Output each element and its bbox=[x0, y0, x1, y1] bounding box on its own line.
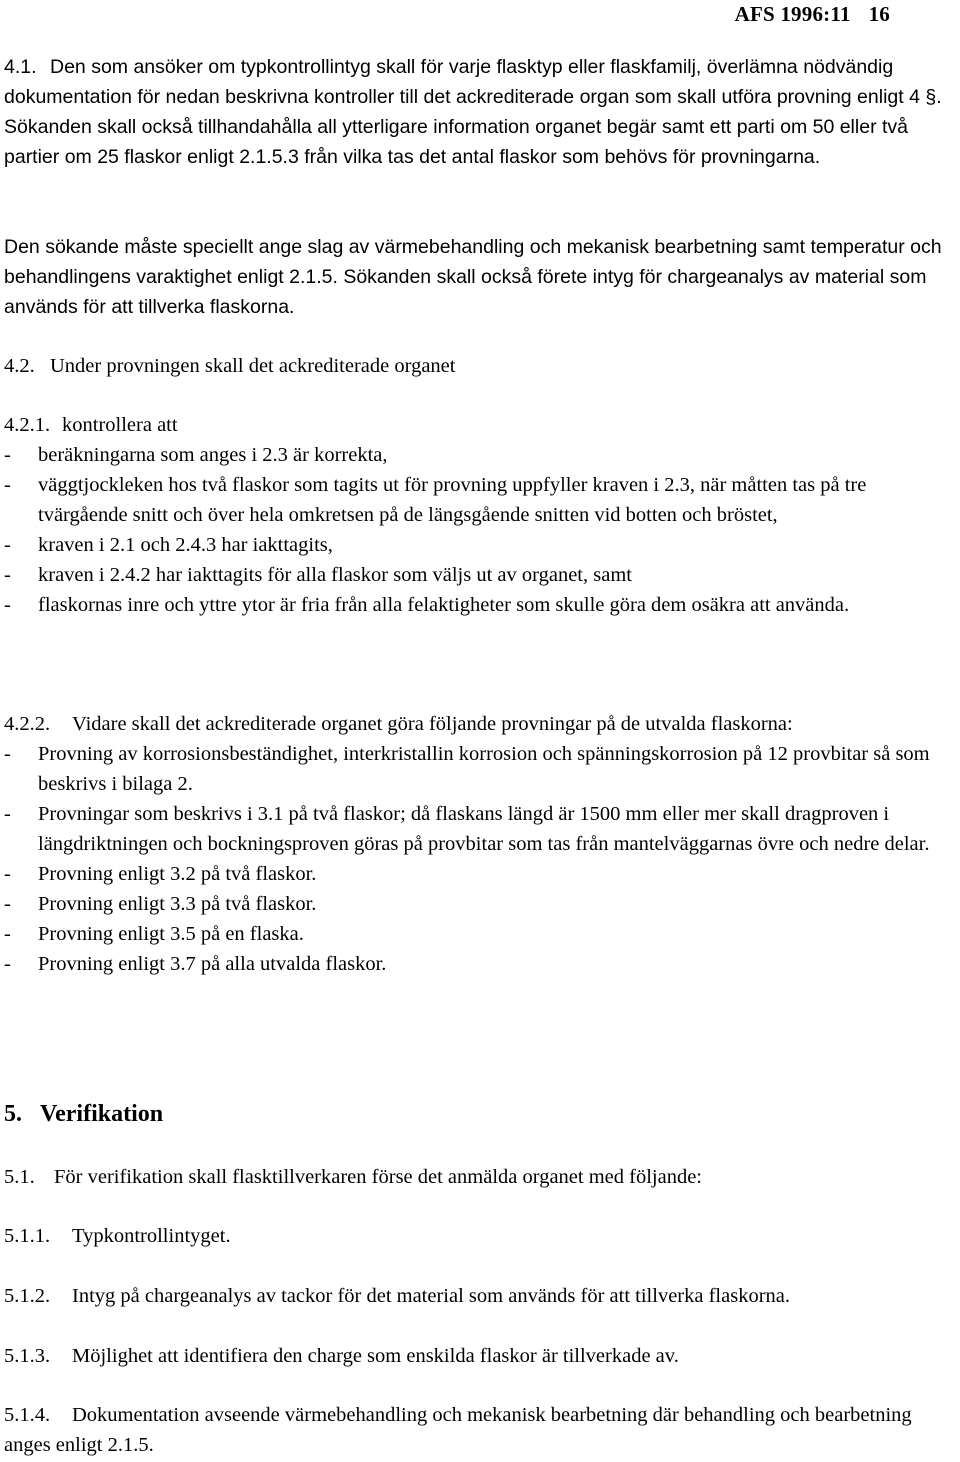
section-text: Den som ansöker om typkontrollintyg skall för varje flasktyp eller flaskfamilj, överlämna nödvändig dokumentation för nedan beskrivna kontroller till det ackrediterade organ som skall utföra provning enligt 4 §. Sökanden skall också tillhandahålla all ytterligare information organet begär samt ett parti om 50 eller två partier om 25 flaskor enligt 2.1.5.3 från vilka tas det antal flaskor som behövs för provningarna. bbox=[4, 56, 942, 168]
list-item bbox=[4, 949, 956, 979]
list-dash: - bbox=[4, 564, 11, 586]
list-item bbox=[4, 919, 956, 949]
section-5-1-3 bbox=[4, 1341, 956, 1371]
list-item-text: väggtjockleken hos två flaskor som tagits ut för provning uppfyller kraven i 2.3, när måtten tas på tre tvärgående snitt och över hela omkretsen på de längsgående snitten vid botten och bröstet, bbox=[38, 474, 867, 526]
section-text: Dokumentation avseende värmebehandling och mekanisk bearbetning där behandling och bearbetning anges enligt 2.1.5. bbox=[4, 1404, 912, 1456]
section-text: För verifikation skall flasktillverkaren förse det anmälda organet med följande: bbox=[54, 1166, 703, 1188]
doc-reference: AFS 1996:11 bbox=[734, 2, 851, 26]
section-text: Typkontrollintyget. bbox=[72, 1225, 231, 1247]
section-text: Intyg på chargeanalys av tackor för det material som används för att tillverka flaskorna. bbox=[72, 1285, 790, 1307]
list-item-text: Provning enligt 3.7 på alla utvalda flaskor. bbox=[38, 953, 387, 975]
section-number: 4.2.2. bbox=[4, 713, 51, 735]
section-title: Verifikation bbox=[40, 1101, 164, 1127]
section-4-2 bbox=[4, 351, 956, 381]
list-item bbox=[4, 590, 956, 620]
section-4-2-1 bbox=[4, 410, 956, 620]
list-item-text: Provningar som beskrivs i 3.1 på två flaskor; då flaskans längd är 1500 mm eller mer skall dragproven i längdriktningen och bockningsproven göras på provbitar som tas från mantelväggarnas övre och nedre delar. bbox=[38, 803, 930, 855]
list-item-text: Provning av korrosionsbeständighet, interkristallin korrosion och spänningskorrosion på 12 provbitar så som beskrivs i bilaga 2. bbox=[38, 743, 930, 795]
list-dash: - bbox=[4, 803, 11, 825]
list-item-text: Provning enligt 3.5 på en flaska. bbox=[38, 923, 304, 945]
section-number: 5.1.4. bbox=[4, 1404, 51, 1426]
section-number: 5. bbox=[4, 1101, 22, 1127]
section-4-1 bbox=[4, 52, 956, 172]
list-dash: - bbox=[4, 893, 11, 915]
list-item bbox=[4, 470, 956, 530]
list-item bbox=[4, 859, 956, 889]
list-item-text: beräkningarna som anges i 2.3 är korrekta, bbox=[38, 444, 388, 466]
list-item bbox=[4, 440, 956, 470]
list-item bbox=[4, 739, 956, 799]
section-5-1-1 bbox=[4, 1221, 956, 1251]
list-item bbox=[4, 560, 956, 590]
list-item bbox=[4, 799, 956, 859]
list-item-text: flaskornas inre och yttre ytor är fria från alla felaktigheter som skulle göra dem osäkra att använda. bbox=[38, 594, 850, 616]
section-5-1-2 bbox=[4, 1281, 956, 1311]
section-number: 4.1. bbox=[4, 56, 37, 78]
section-number: 5.1.3. bbox=[4, 1345, 51, 1367]
page-number: 16 bbox=[868, 2, 890, 26]
test-list bbox=[4, 739, 956, 979]
section-4-2-2 bbox=[4, 709, 956, 979]
subsection-heading bbox=[4, 410, 956, 440]
section-text: kontrollera att bbox=[62, 414, 178, 436]
list-item-text: kraven i 2.4.2 har iakttagits för alla flaskor som väljs ut av organet, samt bbox=[38, 564, 632, 586]
section-text: Under provningen skall det ackrediterade organet bbox=[50, 355, 456, 377]
list-item bbox=[4, 889, 956, 919]
paragraph-text: Den sökande måste speciellt ange slag av värmebehandling och mekanisk bearbetning samt temperatur och behandlingens varaktighet enligt 2.1.5. Sökanden skall också förete intyg för chargeanalys av material som används för att tillverka flaskorna. bbox=[4, 236, 942, 318]
list-dash: - bbox=[4, 474, 11, 496]
list-item bbox=[4, 530, 956, 560]
list-dash: - bbox=[4, 863, 11, 885]
section-number: 4.2. bbox=[4, 355, 35, 377]
list-item-text: Provning enligt 3.3 på två flaskor. bbox=[38, 893, 317, 915]
list-dash: - bbox=[4, 743, 11, 765]
section-number: 4.2.1. bbox=[4, 414, 51, 436]
section-number: 5.1.2. bbox=[4, 1285, 51, 1307]
list-dash: - bbox=[4, 953, 11, 975]
section-5-1 bbox=[4, 1162, 956, 1192]
section-5-1-4 bbox=[4, 1400, 956, 1460]
list-item-text: Provning enligt 3.2 på två flaskor. bbox=[38, 863, 317, 885]
section-number: 5.1.1. bbox=[4, 1225, 51, 1247]
section-text: Vidare skall det ackrediterade organet göra följande provningar på de utvalda flaskorna: bbox=[72, 713, 793, 735]
section-5-heading bbox=[4, 1099, 956, 1129]
subsection-heading bbox=[4, 709, 956, 739]
section-text: Möjlighet att identifiera den charge som enskilda flaskor är tillverkade av. bbox=[72, 1345, 679, 1367]
check-list bbox=[4, 440, 956, 620]
list-dash: - bbox=[4, 594, 11, 616]
section-number: 5.1. bbox=[4, 1166, 35, 1188]
list-dash: - bbox=[4, 923, 11, 945]
list-dash: - bbox=[4, 534, 11, 556]
list-dash: - bbox=[4, 444, 11, 466]
list-item-text: kraven i 2.1 och 2.4.3 har iakttagits, bbox=[38, 534, 333, 556]
page-header bbox=[735, 2, 890, 27]
section-4-1-paragraph-2 bbox=[4, 232, 956, 322]
